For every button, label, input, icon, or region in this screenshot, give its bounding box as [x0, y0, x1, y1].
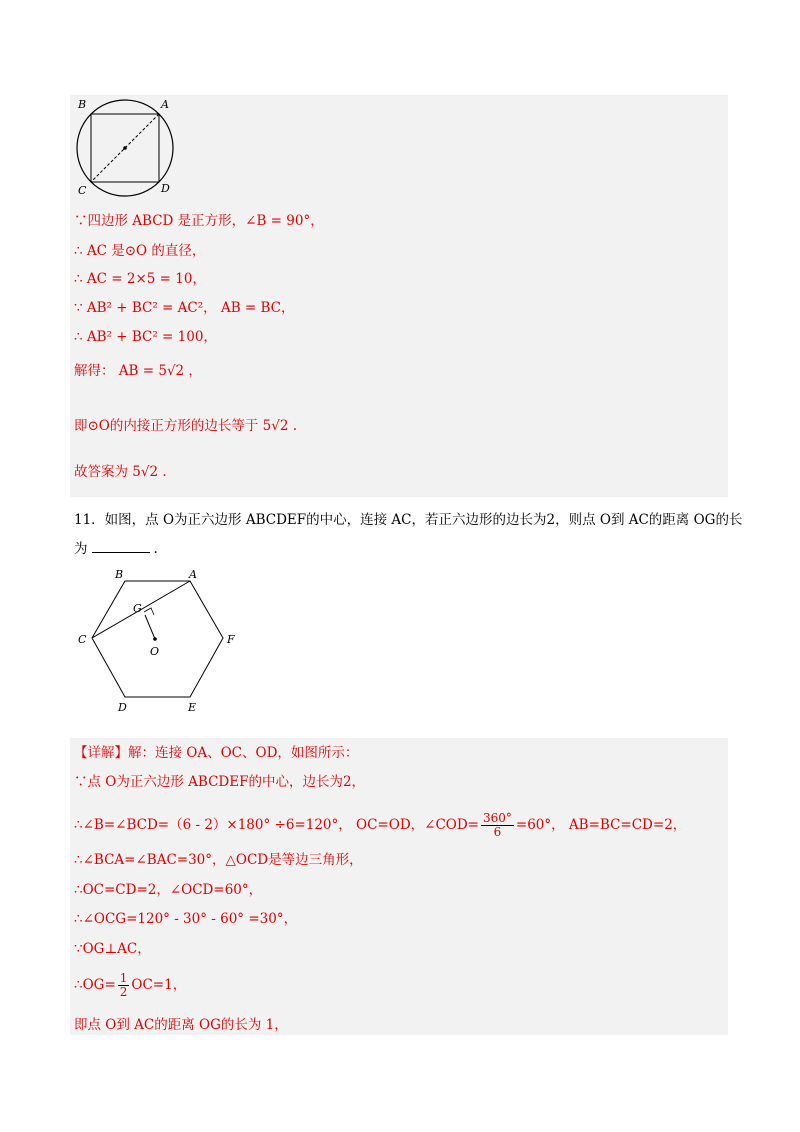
detail-line-8-b: OC=1， [131, 977, 187, 993]
label-c: C [78, 633, 87, 646]
fraction-1-2 [118, 972, 130, 999]
hexagon-outline [92, 581, 223, 697]
center-o [153, 637, 157, 641]
detail-line-6: ∴∠OCG=120° - 30° - 60° =30°， [74, 911, 298, 927]
question-line-1: 11．如图，点 O为正六边形 ABCDEF的中心，连接 AC，若正六边形的边长为2，则点 O到 AC的距离 OG的长 [74, 512, 743, 528]
fraction-numerator: 360° [483, 811, 512, 825]
top-line-1: ∵四边形 ABCD 是正方形，∠B = 90°， [74, 213, 324, 229]
center-point [123, 146, 127, 150]
detail-line-7: ∵OG⊥AC， [74, 941, 151, 957]
label-f: F [227, 633, 235, 646]
fraction-denominator: 6 [493, 825, 502, 839]
top-line-3: ∴ AC = 2×5 = 10， [74, 271, 206, 287]
answer-blank [92, 540, 150, 553]
label-a: A [189, 568, 197, 581]
top-line-4: ∵ AB² + BC² = AC²， AB = BC， [74, 300, 295, 316]
label-g: G [133, 602, 142, 615]
top-line-7: 即⊙O的内接正方形的边长等于 5√2 . [74, 418, 298, 434]
detail-line-9: 即点 O到 AC的距离 OG的长为 1， [74, 1017, 288, 1033]
label-o: O [150, 645, 160, 658]
segment-og [145, 615, 155, 639]
label-a: A [161, 98, 169, 111]
detail-line-8-a: ∴OG= [74, 977, 116, 993]
question-line-2 [74, 540, 158, 558]
label-d: D [118, 701, 127, 714]
fraction-360-6 [481, 812, 514, 839]
question-prefix: 为 [74, 541, 88, 557]
right-angle-mark [144, 608, 154, 615]
detail-line-1: 【详解】解：连接 OA、OC、OD，如图所示： [74, 745, 359, 761]
question-suffix: . [153, 541, 158, 557]
fraction-numerator: 1 [119, 971, 128, 985]
top-line-6: 解得： AB = 5√2 ， [74, 363, 202, 379]
hexagon-figure [70, 565, 250, 720]
detail-line-3 [74, 812, 686, 839]
label-e: E [188, 701, 197, 714]
detail-line-3-b: =60°， AB=BC=CD=2， [515, 817, 687, 833]
label-b: B [115, 568, 124, 581]
top-line-5: ∴ AB² + BC² = 100， [74, 329, 217, 345]
detail-line-5: ∴OC=CD=2，∠OCD=60°， [74, 882, 263, 898]
detail-line-8 [74, 972, 186, 999]
circle-square-figure [72, 96, 182, 198]
label-d: D [161, 182, 170, 195]
label-c: C [78, 184, 87, 197]
detail-line-3-a: ∴∠B=∠BCD=（6 - 2）×180° ÷6=120°， OC=OD，∠COD= [74, 817, 479, 833]
label-b: B [78, 98, 87, 111]
top-line-8: 故答案为 5√2 . [74, 464, 167, 480]
top-line-2: ∴ AC 是⊙O 的直径， [74, 243, 206, 259]
detail-line-2: ∵点 O为正六边形 ABCDEF的中心，边长为2， [74, 774, 366, 790]
detail-line-4: ∴∠BCA=∠BAC=30°，△OCD是等边三角形， [74, 852, 363, 868]
fraction-denominator: 2 [119, 985, 128, 999]
